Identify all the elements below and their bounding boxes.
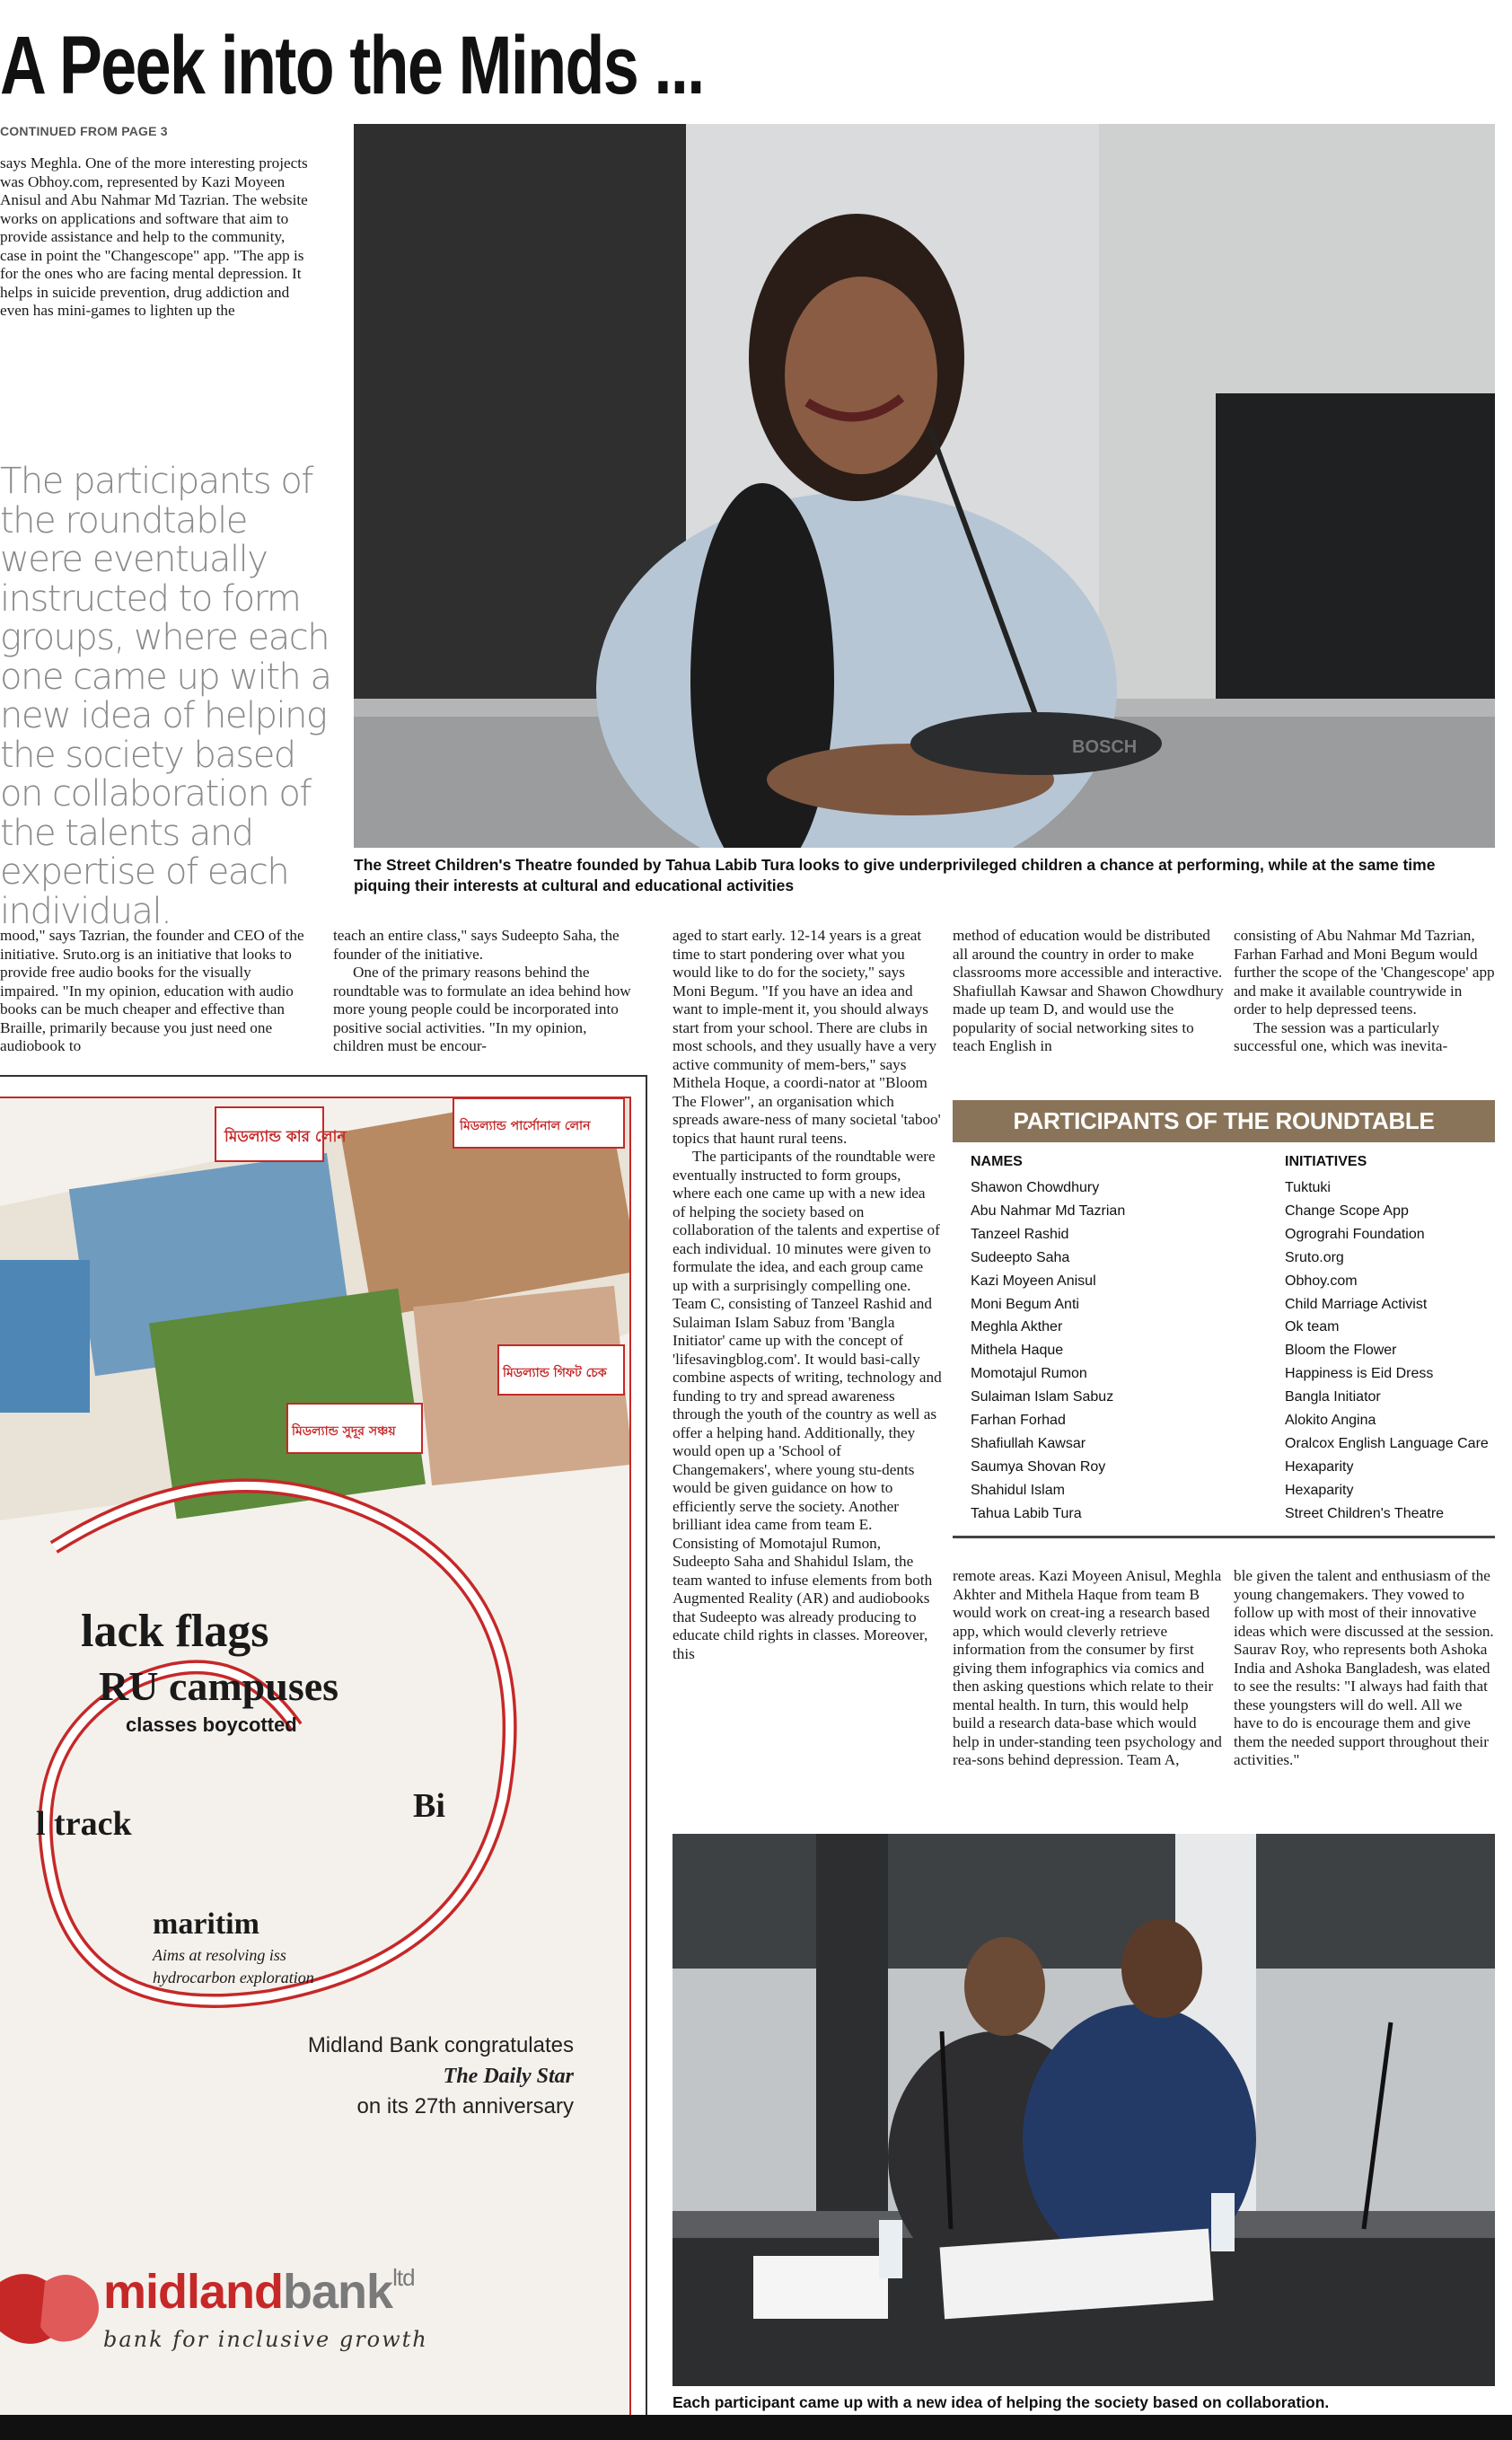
ad-bangla-gift-cheque: মিডল্যান্ড গিফট চেক <box>503 1366 607 1380</box>
participants-box <box>953 1100 1495 1538</box>
ad-collage <box>0 1098 631 2050</box>
main-photo-caption: The Street Children's Theatre founded by Tahua Labib Tura looks to give underprivileged children a chance at performing, while at the same time piquing their interests at cultural and educational activities <box>354 856 1436 894</box>
names-header: NAMES <box>971 1154 1023 1169</box>
list-item: Meghla Akther <box>971 1319 1063 1335</box>
list-item: Saumya Shovan Roy <box>971 1458 1106 1475</box>
ad-bangla-car-loan: মিডল্যান্ড কার লোন <box>224 1128 347 1146</box>
list-item: Bloom the Flower <box>1285 1343 1397 1359</box>
ad-congrats-line-1: Midland Bank congratulates <box>307 2033 574 2057</box>
ad-news-headline-7: Bi <box>413 1787 445 1825</box>
list-item: Obhoy.com <box>1285 1273 1358 1289</box>
ad-congratulation <box>308 2030 574 2122</box>
column-4: method of education would be distributed all around the country in order to make classrooms more accessible and interactive. Shafiullah Kawsar and Shawon Chowdhury made up team D, and would use the popularity of social networking sites to teach English in <box>953 927 1224 1054</box>
headline: A Peek into the Minds ... <box>0 20 704 111</box>
lower-column-1: remote areas. Kazi Moyeen Anisul, Meghla Akhter and Mithela Haque from team B would work on creat-ing a research based app, which would cleverly retrieve information from the consumer by first giving them infographics via comics and then asking questions which relate to their mental health. In turn, this would help build a research data-base which would help in under-standing teen psychology and rea-sons behind depression. Team A, <box>953 1567 1222 1768</box>
continued-from-label: CONTINUED FROM PAGE 3 <box>0 124 168 138</box>
ad-congrats-line-3: on its 27th anniversary <box>356 2094 574 2118</box>
participants-box-title: PARTICIPANTS OF THE ROUNDTABLE <box>953 1100 1495 1142</box>
list-item: Sulaiman Islam Sabuz <box>971 1389 1114 1405</box>
group-photo <box>672 1834 1495 2386</box>
column-3 <box>672 927 942 1663</box>
list-item: Abu Nahmar Md Tazrian <box>971 1202 1126 1219</box>
list-item: Hexaparity <box>1285 1482 1354 1498</box>
main-photo <box>354 124 1495 848</box>
ad-brand-midland: midland <box>103 2265 284 2319</box>
ad-brand-name <box>103 2264 415 2320</box>
names-list <box>971 1176 1125 1526</box>
ad-bangla-personal-loan: মিডল্যান্ড পার্সোনাল লোন <box>460 1119 591 1133</box>
list-item: Ok team <box>1285 1319 1340 1335</box>
list-item: Mithela Haque <box>971 1343 1064 1359</box>
ad-brand-bank: bank <box>283 2265 393 2319</box>
column-3-para-2: The participants of the roundtable were eventually instructed to form groups, where each one came up with a new idea of helping the society based on collaboration of the talents and expertise of each individual. 10 minutes were given to formulate the idea, and each group came up with a surprisingly compelling one. Team C, consisting of Tanzeel Rashid and Sulaiman Islam Sabuz from 'Bangla Initiator' came up with the concept of 'lifesavingblog.com'. It would basi-cally combine aspects of writing, technology and funding to try and spread awareness through the youth of the country as well as offer a helping hand. Additionally, they would open up a 'School of Changemakers', where young stu-dents would be given guidance on how to efficiently serve the society. Another brilliant idea came from team E. Consisting of Momotajul Rumon, Sudeepto Saha and Shahidul Islam, the team wanted to infuse elements from both Augmented Reality (AR) and audiobooks that Sudeepto was already producing to educate child rights in classes. Moreover, this <box>672 1148 942 1662</box>
list-item: Ogrograhi Foundation <box>1285 1226 1425 1242</box>
initiatives-header: INITIATIVES <box>1285 1154 1367 1169</box>
list-item: Kazi Moyeen Anisul <box>971 1273 1096 1289</box>
lower-column-2: ble given the talent and enthusiasm of the young changemakers. They vowed to follow up with most of their innovative ideas which were discussed at the session. Saurav Roy, who represents both Ashoka India and Ashoka Bangladesh, was elated to see the results: "I always had faith that these youngsters will do well. All we have to do is encourage them and give them the needed support throughout their activities." <box>1234 1567 1494 1768</box>
list-item: Shawon Chowdhury <box>971 1180 1100 1195</box>
column-5 <box>1234 927 1495 1056</box>
group-photo-illustration <box>672 1834 1495 2386</box>
list-item: Moni Begum Anti <box>971 1296 1079 1312</box>
column-2-para-1: teach an entire class," says Sudeepto Saha, the founder of the initiative. <box>333 927 620 963</box>
list-item: Tahua Labib Tura <box>971 1505 1082 1521</box>
initiatives-list <box>1285 1176 1489 1526</box>
ad-news-headline-4: maritim <box>153 1907 259 1941</box>
ad-congrats-line-2: The Daily Star <box>443 2065 574 2088</box>
list-item: Child Marriage Activist <box>1285 1296 1428 1312</box>
svg-text:BOSCH: BOSCH <box>1072 737 1138 757</box>
list-item: Shahidul Islam <box>971 1482 1065 1498</box>
list-item: Oralcox English Language Care <box>1285 1435 1489 1451</box>
ad-bangla-sonchoy: মিডল্যান্ড সুদূর সঞ্চয় <box>292 1424 396 1439</box>
list-item: Street Children's Theatre <box>1285 1505 1445 1521</box>
ad-brand-ltd: ltd <box>392 2264 415 2291</box>
list-item: Sruto.org <box>1285 1249 1344 1265</box>
ad-news-headline-6: hydrocarbon exploration <box>153 1969 314 1986</box>
list-item: Farhan Forhad <box>971 1413 1066 1429</box>
ad-news-headline-2: RU campuses <box>99 1663 339 1709</box>
list-item: Tanzeel Rashid <box>971 1226 1069 1242</box>
ad-tagline: bank for inclusive growth <box>103 2327 428 2352</box>
list-item: Alokito Angina <box>1285 1413 1376 1429</box>
list-item: Momotajul Rumon <box>971 1366 1087 1382</box>
column-2-para-2: One of the primary reasons behind the roundtable was to formulate an idea behind how more young people could be incorporated into positive social activities. "In my opinion, children must be encour- <box>333 964 631 1054</box>
main-photo-illustration <box>354 124 1495 848</box>
list-item: Sudeepto Saha <box>971 1249 1070 1265</box>
midland-bank-advertisement <box>0 1075 647 2440</box>
group-photo-caption: Each participant came up with a new idea of helping the society based on collaboration. <box>672 2393 1330 2411</box>
list-item: Hexaparity <box>1285 1458 1354 1475</box>
column-1: mood," says Tazrian, the founder and CEO of the initiative. Sruto.org is an initiative that looks to provide free audio books for the visually impaired. "In my opinion, education with audio books can be much cheaper and effective than Braille, primarily because you just need one audiobook to <box>0 927 304 1054</box>
list-item: Change Scope App <box>1285 1202 1409 1219</box>
ad-frame <box>0 1097 631 2430</box>
pull-quote: The participants of the roundtable were eventually instructed to form groups, where each one came up with a new idea of helping the society based on collaboration of the talents and expertise of each individual. <box>0 461 331 932</box>
list-item: Happiness is Eid Dress <box>1285 1366 1434 1382</box>
ad-news-headline-3: classes boycotted <box>126 1713 297 1736</box>
page-bottom-bar <box>0 2415 1512 2440</box>
ad-news-headline-1: lack flags <box>81 1606 269 1657</box>
column-3-para-1: aged to start early. 12-14 years is a great time to start pondering over what you would like to do for the society," says Moni Begum. "If you have an idea and want to imple-ment it, you should always start from your school. There are clubs in most schools, and they usually have a very active community of mem-bers," says Mithela Hoque, a coordi-nator at "Bloom The Flower", an organisation which spreads aware-ness of many societal 'taboo' topics that haunt rural teens. <box>672 927 941 1147</box>
column-5-para-1: consisting of Abu Nahmar Md Tazrian, Farhan Farhad and Moni Begum would further the scope of the 'Changescope' app and make it available countrywide in order to help depressed teens. <box>1234 927 1495 1017</box>
list-item: Tuktuki <box>1285 1180 1331 1195</box>
ad-news-headline-5: Aims at resolving iss <box>153 1946 286 1964</box>
list-item: Bangla Initiator <box>1285 1389 1381 1405</box>
column-2 <box>333 927 632 1056</box>
ad-news-headline-8: l track <box>36 1805 132 1843</box>
list-item: Shafiullah Kawsar <box>971 1435 1086 1451</box>
column-5-para-2: The session was a particularly successful one, which was inevita- <box>1234 1018 1448 1054</box>
intro-column: says Meghla. One of the more interesting projects was Obhoy.com, represented by Kazi Moyeen Anisul and Abu Nahmar Md Tazrian. The website works on applications and software that aim to provide assistance and help to the community, case in point the "Changescope" app. "The app is for the ones who are facing mental depression. It helps in suicide prevention, drug addiction and even has mini-games to lighten up the <box>0 154 308 319</box>
